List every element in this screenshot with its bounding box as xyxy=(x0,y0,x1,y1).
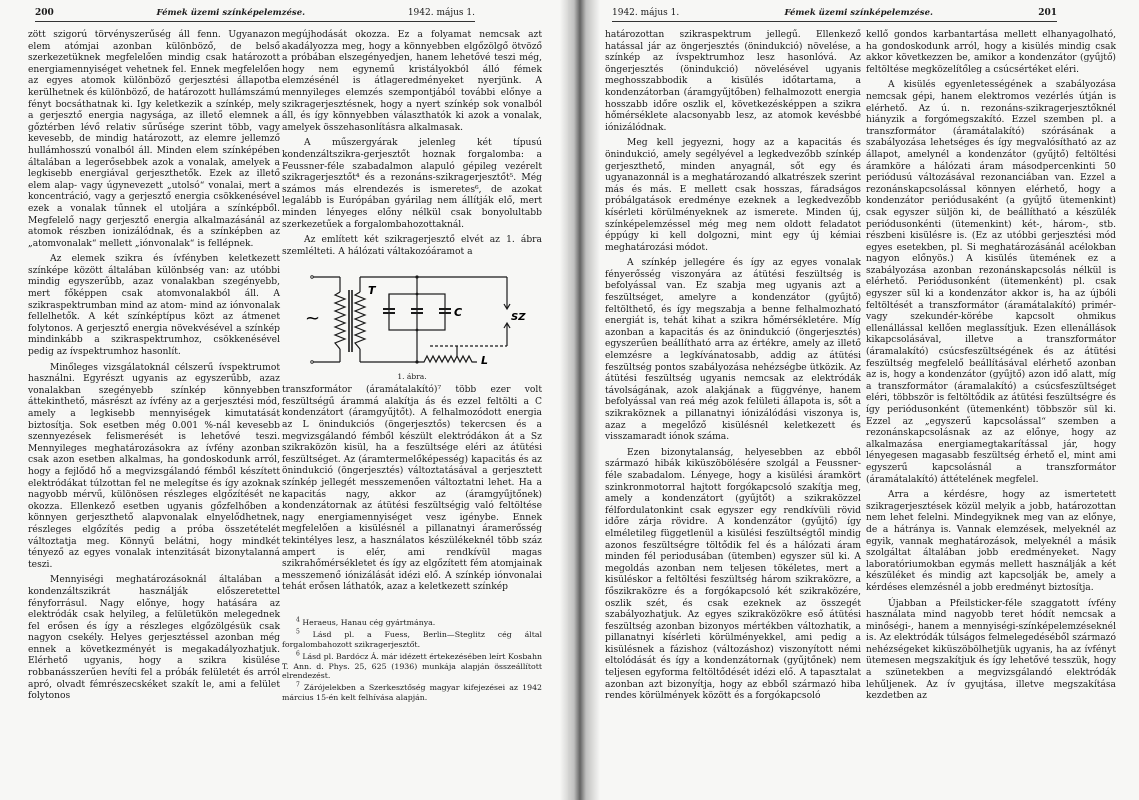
paragraph: Az elemek szikra és ívfényben keletkezett színképe között általában különbség van: az utóbbi mindig egyszerűbb, azaz vonalakban szegényebb, mert főképpen csak atomvonalakból áll. A szikraspektrumban mind az atom- mind az iónvonalak fellelhetők. A két színképtípus közt az átmenet folytonos. A gerjesztő energia növekvésével a színkép mindinkább a szikraspektrumhoz, csökkenésével pedig az ívspektrumhoz hasonlít. xyxy=(28,254,280,358)
footnote-mark: 6 xyxy=(296,650,300,658)
footnote-text: Lásd pl. a Fuess, Berlin—Steglitz cég által forgalombahozott szikragerjesztőt. xyxy=(282,630,542,649)
left-column-2 xyxy=(282,30,542,705)
footnote-mark: 7 xyxy=(296,681,300,689)
footnote-7 xyxy=(282,683,542,702)
inductor-coil xyxy=(417,356,477,362)
running-head-left xyxy=(35,6,475,22)
page-number: 200 xyxy=(35,8,54,18)
footnote-mark: 5 xyxy=(296,628,300,636)
paragraph: határozottan szikraspektrum jellegű. Ellenkező hatással jár az öngerjesztés (önindukció) növelése, a színkép az ívspektrumhoz lesz hasonlóvá. Az öngerjesztés (önindukció) növelésével ugyanis meghosszabbodik a kisülés időtartama, a kondenzátorban (áramgyűjtőben) felhalmozott energia hosszabb időre oszlik el, következésképpen a szikra hőmérséklete alacsonyabb lesz, az atomok kevésbbé iónizálódnak. xyxy=(605,30,861,133)
running-head-right xyxy=(612,6,1057,22)
footnote-mark: 4 xyxy=(296,616,300,624)
footnote-4 xyxy=(282,618,542,627)
ac-source-label: ~ xyxy=(305,308,321,330)
circuit-diagram xyxy=(302,264,526,374)
capacitor-label: C xyxy=(454,306,463,320)
page-number: 201 xyxy=(1038,8,1057,18)
footnote-text: Zárójelekben a Szerkesztőség magyar kifejezései az 1942 március 15-én kelt felhívása alapján. xyxy=(282,683,542,702)
paragraph: Az említett két szikragerjesztő elvét az 1. ábra szemlélteti. A hálózati váltakozóáramot a xyxy=(282,235,542,257)
right-column-2 xyxy=(866,30,1116,703)
paragraph: Ezen bizonytalanság, helyesebben az ebből származó hibák kiküszöbölésére szolgál a Feussner-féle szabadalom. Lényege, hogy a kisülési áramkört szinkronmotorral hajtott forgókapcsoló szakítja meg, amely a kondenzátort (gyűjtőt) a szikraközzel félfordulatonkint csak egyszer egy rendkívüli rövid időre zárja rövidre. A kondenzátor (gyűjtő) így elméletileg függetlenül a kisülési feszültségtől mindig azonos feszültségre töltődik fel és a hálózati áram minden fél periodusában (ütemben) egyszer sül ki. A megoldás azonban nem teljesen tökéletes, mert a kisüléskor a feltöltési feszültség három szikraközre, a főszikraközre és a forgókapcsoló két szikraközére, oszlik szét, és csak ezeknek az összegét szabályozhatjuk. Az egyes szikraközökre eső átütési feszültség azonban bizonyos mértékben változhatik, a pillanatnyi kísérleti körülményekkel, ami pedig a kisülésnek a fázishoz (változáshoz) viszonyított némi eltolódását és így a kondenzátornak (gyűjtőnek) nem teljesen egyforma feltöltődését idézi elő. A tapasztalat azonban azt bizonyítja, hogy az ebből származó hiba rendes körülmények között és a forgókapcsoló xyxy=(605,447,861,702)
primary-coil xyxy=(335,292,345,349)
paragraph: Minőleges vizsgálatoknál célszerű ívspektrumot használni. Egyrészt ugyanis az egyszerűbb, azaz vonalakban szegényebb színkép könnyebben áttekinthető, másrészt az ívfény az a gerjesztési mód, amely a legkisebb mennyiségek kimutatását biztosítja. Sok esetben még 0.001 %-nál kevesebb szennyezések felismerését is lehetővé teszi. Mennyileges meghatározásokra az ívfény azonban csak azon esetben alkalmas, ha gondoskodunk arról, hogy a fejlődő hő a megvizsgálandó fémből készített elektródákat túlzottan fel ne melegítse és így azoknak nagyobb mérvű, különösen részleges elgőzítését ne okozza. Ellenkező esetben ugyanis gőzfelhőben a könnyen gerjeszthető alapvonalak elnyelődhetnek, részleges elgőzítés pedig a próba összetételét változtatja meg. Könnyű belátni, hogy mindkét tényező az egyes vonalak intenzitását bizonytalanná teszi. xyxy=(28,362,280,570)
running-title: Fémek üzemi színképelemzése. xyxy=(784,8,933,18)
running-title: Fémek üzemi színképelemzése. xyxy=(156,8,306,18)
paragraph: Újabban a Pfeilsticker-féle szaggatott ívfény használata mind nagyobb teret hódít nemcsak a minőségi-, hanem a mennyiségi-színképelemzéseknél is. Az elektródák túlságos felmelegedéséből származó nehézségeket kiküszöbölhetjük ugyanis, ha az ívfényt ütemesen megszakítjuk és így lehetővé tesszük, hogy a szünetekben a megvizsgálandó elektródák lehűljenek. Az ív gyujtása, illetve megszakítása kezdetben az xyxy=(866,598,1116,702)
paragraph: Meg kell jegyezni, hogy az a kapacitás és önindukció, amely segélyével a legkedvezőbb színkép gerjeszthető, minden anyagnál, sőt egy és ugyanazonnál is a meghatározandó alkatrészek szerint más és más. E mellett csak hosszas, fáradságos próbálgatások eredménye ezeknek a legkedvezőbb kísérleti körülményeknek az ismerete. Minden új, színképelemzéssel még meg nem oldott feladatot éppúgy ki kell dolgozni, mint egy új kémiai meghatározási módot. xyxy=(605,138,861,253)
inductor-label: L xyxy=(481,354,489,368)
book-gutter-shadow xyxy=(560,0,600,800)
paragraph: transzformátor (áramátalakító)⁷ több ezer volt feszültségű árammá alakítja ás és ezzel feltölti a C kondenzátort (áramgyűjtőt). A felhalmozódott energia az L önindukciós (öngerjesztős) tekercsen és a megvizsgálandó fémből készült elektródákon át a Sz szikraközön kisül, ha a feszültsége eléri az átütési feszültséget. Az (áramtermelőképesség) kapacitás és az önindukció (öngerjesztés) változtatásával a gerjesztett színkép jellegét messzemenően változtatni lehet. Ha a kapacitás nagy, akkor az (áramgyűjtőnek) kondenzátornak az átütési feszültségig való feltöltése nagy energiamennyiséget vesz igénybe. Ennek megfelelően a kisülésnél a pillanatnyi áramerősség tekintélyes lesz, a használatos készülékeknél több száz ampert is elér, ami rendkívül magas szikrahőmérsékletet és így az elgőzített fém atomjainak messzemenő iónizálását idézi elő. A színkép iónvonalai tehát erősen láthatók, azaz a keletkezett színkép xyxy=(282,385,542,593)
issue-date: 1942. május 1. xyxy=(612,8,680,18)
footnotes xyxy=(282,618,542,702)
right-column-1 xyxy=(605,30,861,703)
footnote-5 xyxy=(282,630,542,649)
spark-gap-label: SZ xyxy=(511,312,526,324)
paragraph: A műszergyárak jelenleg két típusú kondenzáltszikra-gerjesztőt hoznak forgalomba: a Feussner-féle szabadalmon alapuló gépileg vezérelt szikragerjesztőt⁴ és a rezonáns-szikragerjesztőt⁵. Még számos más elrendezés is ismeretes⁶, de azokat legalább is Európában gyárilag nem állítják elő, mert minden lényeges előny nélkül csak bonyolultabb szerkezetűek a forgalombahozottaknál. xyxy=(282,138,542,230)
paragraph: A kisülés egyenletességének a szabályozása nemcsak gépi, hanem elektromos vezérlés útján is elérhető. Az ú. n. rezonáns-szikragerjesztőknél hiányzik a forgómegszakító. Ezzel szemben pl. a transzformátor (áramátalakító) szórásának a szabályozása lehetséges és így megvalósítható az az állapot, amelynél a kondenzátor (gyűjtő) feltöltési áramköre a hálózati áram másodpercenkinti 50 periódusú változásával rezonanciában van. Ezzel a rezonánskapcsolással könnyen elérhető, hogy a kondenzátor periódusaként (a gyűjtő ütemenkint) csak egyszer süljön ki, de beállítható a készülék periódusonkénti (ütemenkint) két-, három-, stb. részbeni kisülésre is. (Ez az utóbbi gerjesztési mód egyes esetekben, pl. Si meghatározásánál acélokban nagyon előnyös.) A kisülés ütemének ez a szabályozása azonban rezonánskapcsolás nélkül is elérhető. Periódusonként (ütemenként) pl. csak egyszer sül ki a kondenzátor akkor is, ha az újbóli feltöltését a transzformátor (áramátalakító) primér- vagy szekundér-körébe kapcsolt ohmikus ellenállással kellően meglassítjuk. Ezen ellenállások kikapcsolásával, illetve a transzformátor (áramalakító) csúcsfeszültségének és az átütési feszültség megfelelő beállításával elérhető azonban az is, hogy a kondenzátor (gyűjtő) azon idő alatt, míg a transzformátor (áramalakító) a csúcsfeszültséget eléri, többször is feltöltődik az átütési feszültségre és így periódusonként (ütemenként) többször sül ki. Ezzel az „egyszerű kapcsolással“ szemben a rezonánskapcsolásnak az az előnye, hogy az alkalmazása energiamegtakarítással jár, hogy lényegesen magasabb feszültség érhető el, mint ami egyszerű kapcsolásnál a transzformátor (áramátalakító) áttételének megfelel. xyxy=(866,80,1116,485)
paragraph: megújhodását okozza. Ez a folyamat nemcsak azt akadályozza meg, hogy a könnyebben elgőzölgő ötvöző a próbában elszegényedjen, hanem lehetővé teszi még, hogy nem egynemű kristályokból álló fémek elemzésénél is átlageredményeket nyerjünk. A mennyileges elemzés szempontjából további előnye a szikragerjesztésnek, hogy a nyert színkép sok vonalból áll, és így könnyebben választhatók ki azok a vonalak, amelyek összehasonlításra alkalmasak. xyxy=(282,30,542,133)
paragraph: Arra a kérdésre, hogy az ismertetett szikragerjesztések közül melyik a jobb, határozottan nem lehet felelni. Mindegyiknek meg van az előnye, de a hátránya is. Vannak elemzések, melyeknél az egyik, vannak meghatározások, melyeknél a másik szolgáltat általában jobb eredményeket. Nagy laboratóriumokban egymás mellett használják a két készüléket és mindig azt kapcsolják be, amely a kérdéses elemzésnél a jobb eredményt biztosítja. xyxy=(866,490,1116,593)
issue-date: 1942. május 1. xyxy=(407,8,475,18)
left-page xyxy=(0,0,568,800)
footnote-text: Heraeus, Hanau cég gyártmánya. xyxy=(302,617,436,627)
left-column-1 xyxy=(28,30,280,703)
secondary-coil xyxy=(355,292,365,349)
right-page xyxy=(570,0,1139,800)
circuit-figure xyxy=(282,264,542,381)
paragraph: zött szigorú törvényszerűség áll fenn. Ugyanazon elem atómjai azonban különböző, de belső szerkezetüknek megfelelően mindig csak határozott energiamennyiséget vehetnek fel. Ennek megfelelően az egyes atomok különböző gerjesztési állapotba kerülhetnek és különböző, de határozott hullámszámú fényt bocsáthatnak ki. Igy keletkezik a színkép, mely a gerjesztő energia nagysága, az illető elemnek a gőztérben lévő relativ sűrűsége szerint több, vagy kevesebb, de mindig határozott, az elemre jellemző hullámhosszú vonalból áll. Minden elem színképében általában a legerősebbek azok a vonalak, amelyek a legkisebb energiával gerjeszthetők. Ezek az illető elem alap- vagy úgynevezett „utolsó“ vonalai, mert a koncentráció, vagy a gerjesztő energia csökkenésével ezek a vonalak tűnnek el utoljára a színképből. Megfelelő nagy gerjesztő energia alkalmazásánál az atomok részben ionizálódnak, és a színképben az „atomvonalak“ mellett „iónvonalak“ is fellépnek. xyxy=(28,30,280,249)
paragraph: kellő gondos karbantartása mellett elhanyagolható, ha gondoskodunk arról, hogy a kisülés mindig csak akkor következzen be, amikor a kondenzátor (gyűjtő) feltöltése megközelítőleg a csúcsértéket eléri. xyxy=(866,30,1116,75)
footnote-6 xyxy=(282,652,542,680)
transformer-label: T xyxy=(368,284,376,298)
figure-caption: 1. ábra. xyxy=(397,372,427,382)
footnote-text: Lásd pl. Bardócz Á. már idézett értekezésében leírt Kosbahn T. Ann. d. Phys. 25, 625 (1936) munkája alapján összeállított elrendezést. xyxy=(282,652,542,680)
paragraph: A színkép jellegére és így az egyes vonalak fényerősség viszonyára az átütési feszültség is befolyással van. Ez szabja meg ugyanis azt a feszültséget, amelyre a kondenzátor (gyűjtő) feltölthető, és így megszabja a benne felhalmozható energiát is, tehát kihat a szikra hőmérsékletére. Míg azonban a kapacitás és az önindukció (öngerjesztés) egyszerűen beállítható arra az értékre, amely az illető elemzésre a legkívánatosabb, addig az átütési feszültség pontos szabályozása nehézségbe ütközik. Az átütési feszültség ugyanis nemcsak az elektródák távolságának, azok alakjának a függvénye, hanem befolyással van reá még azok felületi állapota is, sőt a szikraköznek a pillanatnyi iónizálódási viszonya is, azaz a megelőző kisülésnél keletkezett és visszamaradt iónok száma. xyxy=(605,258,861,443)
paragraph: Mennyiségi meghatározásoknál általában a kondenzáltszikrát használják előszeretettel fényforrásul. Nagy előnye, hogy hatására az elektródák csak helyileg, a felületükön melegednek fel erősen és így a részleges elgőzölgésük csak nagyon csekély. Helyes gerjesztéssel azonban még ennek a következményét is megakadályozhatjuk. Elérhető ugyanis, hogy a szikra kisülése robbanásszerűen hevíti fel a próbák felületét és arról apró, olvadt fémrészecskéket szakít le, ami a felület folytonos xyxy=(28,575,280,702)
